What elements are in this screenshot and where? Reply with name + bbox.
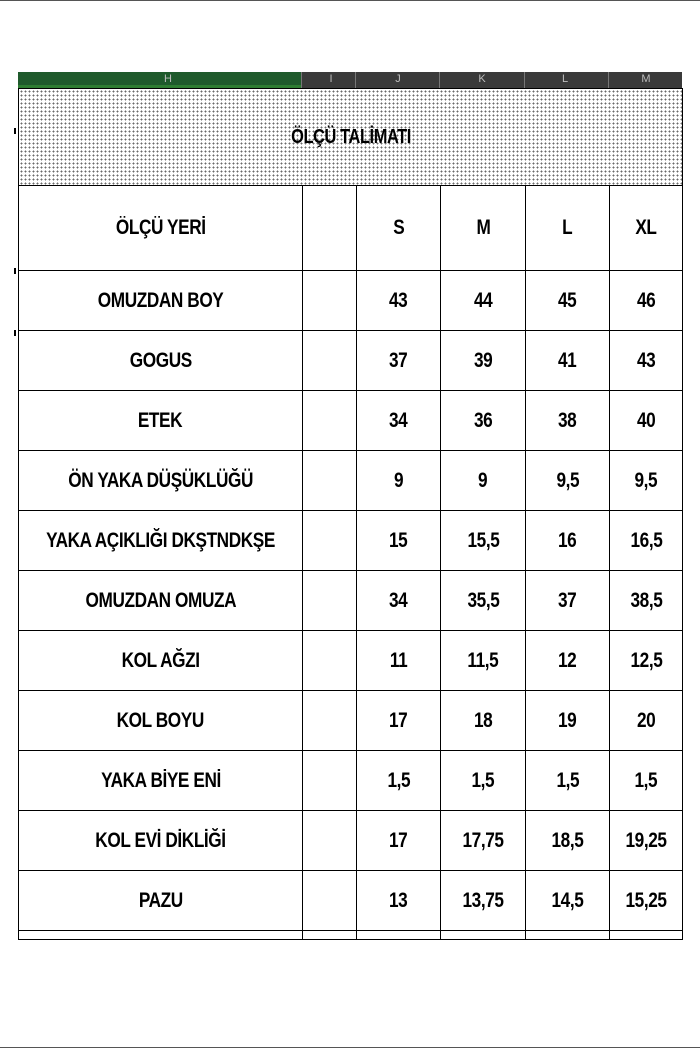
blank-cell[interactable]	[303, 571, 357, 631]
size-value: 35,5	[467, 588, 499, 612]
header-row	[19, 186, 683, 271]
size-value-cell[interactable]	[610, 631, 683, 691]
size-value: 9	[393, 468, 404, 492]
size-value-cell[interactable]	[610, 511, 683, 571]
size-value: 11	[389, 648, 408, 672]
top-border-line	[0, 0, 700, 1]
size-value-cell[interactable]	[610, 571, 683, 631]
table-row	[19, 331, 683, 391]
bottom-border-line	[0, 1047, 700, 1048]
size-value-cell[interactable]	[441, 631, 526, 691]
size-value-cell[interactable]	[526, 571, 610, 631]
size-label: S	[392, 216, 405, 239]
size-value: 41	[558, 348, 577, 372]
size-value: 45	[558, 288, 577, 312]
size-value: 1,5	[387, 768, 410, 792]
measurement-name: OMUZDAN BOY	[97, 288, 224, 312]
header-cell-size[interactable]	[610, 186, 683, 271]
size-value-cell[interactable]	[610, 331, 683, 391]
size-value-cell[interactable]	[357, 271, 441, 331]
size-value-cell[interactable]	[526, 631, 610, 691]
size-value: 12,5	[630, 648, 662, 672]
size-value-cell[interactable]	[526, 811, 610, 871]
size-value-cell[interactable]	[441, 571, 526, 631]
size-value: 46	[636, 288, 656, 312]
column-separator[interactable]	[301, 72, 302, 88]
blank-cell[interactable]	[303, 871, 357, 931]
table-row	[19, 631, 683, 691]
header-measurement-label: ÖLÇÜ YERİ	[115, 216, 206, 239]
size-value-cell[interactable]	[526, 511, 610, 571]
measurement-name-cell[interactable]	[19, 871, 303, 931]
header-cell-measurement[interactable]	[19, 186, 303, 271]
size-value: 39	[473, 348, 493, 372]
size-value-cell[interactable]	[441, 451, 526, 511]
measurement-name: KOL BOYU	[116, 708, 205, 732]
size-value-cell[interactable]	[357, 691, 441, 751]
size-value: 1,5	[634, 768, 658, 792]
measurement-name-cell[interactable]	[19, 811, 303, 871]
size-value-cell[interactable]	[357, 871, 441, 931]
size-value: 38,5	[630, 588, 662, 612]
size-value-cell[interactable]	[610, 751, 683, 811]
empty-cell[interactable]	[357, 931, 441, 940]
size-value-cell[interactable]	[357, 811, 441, 871]
size-value-cell[interactable]	[610, 811, 683, 871]
blank-cell[interactable]	[303, 391, 357, 451]
size-value: 14,5	[551, 888, 584, 912]
size-value-cell[interactable]	[610, 451, 683, 511]
blank-cell[interactable]	[303, 511, 357, 571]
size-value: 13,75	[462, 888, 504, 912]
empty-cell[interactable]	[19, 931, 303, 940]
size-value-cell[interactable]	[357, 391, 441, 451]
size-value: 17	[389, 708, 408, 732]
size-value: 37	[389, 348, 408, 372]
size-value-cell[interactable]	[610, 871, 683, 931]
measurement-name-cell[interactable]	[19, 391, 303, 451]
size-value: 15	[389, 528, 408, 552]
blank-cell[interactable]	[303, 451, 357, 511]
size-value: 15,5	[467, 528, 499, 552]
measurement-name: KOL AĞZI	[121, 648, 200, 672]
size-value: 34	[389, 588, 408, 612]
size-value-cell[interactable]	[610, 271, 683, 331]
edge-tick	[14, 128, 16, 134]
column-separator[interactable]	[439, 72, 440, 88]
size-value-cell[interactable]	[526, 391, 610, 451]
table-row	[19, 691, 683, 751]
column-header-j[interactable]: J	[395, 73, 401, 85]
header-cell-size[interactable]	[357, 186, 441, 271]
blank-cell[interactable]	[303, 331, 357, 391]
blank-cell[interactable]	[303, 631, 357, 691]
size-value: 12	[558, 648, 577, 672]
column-separator[interactable]	[524, 72, 525, 88]
header-cell-size[interactable]	[526, 186, 610, 271]
measurement-name-cell[interactable]	[19, 631, 303, 691]
size-value-cell[interactable]	[441, 331, 526, 391]
size-value: 17	[389, 828, 408, 852]
size-value-cell[interactable]	[610, 391, 683, 451]
size-value: 13	[389, 888, 408, 912]
empty-cell[interactable]	[610, 931, 683, 940]
size-value-cell[interactable]	[441, 691, 526, 751]
measurement-name: ÖN YAKA DÜŞÜKLÜĞÜ	[68, 468, 253, 492]
blank-cell[interactable]	[303, 751, 357, 811]
size-value: 16	[558, 528, 577, 552]
size-value: 9,5	[556, 468, 579, 492]
size-value: 9,5	[634, 468, 658, 492]
header-cell-blank[interactable]	[303, 186, 357, 271]
title-row	[19, 89, 683, 186]
size-value-cell[interactable]	[526, 451, 610, 511]
measurement-name: YAKA AÇIKLIĞI DKŞTNDKŞE	[46, 528, 275, 552]
measurement-name-cell[interactable]	[19, 511, 303, 571]
size-value-cell[interactable]	[526, 691, 610, 751]
empty-cell[interactable]	[303, 931, 357, 940]
table-row	[19, 451, 683, 511]
size-value-cell[interactable]	[441, 811, 526, 871]
measurement-name: YAKA BİYE ENİ	[100, 768, 221, 792]
size-value: 11,5	[467, 648, 499, 672]
spreadsheet-sheet	[18, 72, 682, 957]
size-value: 34	[389, 408, 408, 432]
size-label: M	[476, 216, 490, 239]
column-header-k[interactable]: K	[478, 73, 486, 85]
size-label: L	[562, 216, 573, 239]
edge-tick	[14, 330, 16, 336]
column-header-l[interactable]: L	[561, 73, 569, 85]
measurement-name-cell[interactable]	[19, 451, 303, 511]
column-header-h[interactable]: H	[164, 73, 172, 85]
size-value-cell[interactable]	[610, 691, 683, 751]
column-header-m[interactable]: M	[641, 73, 651, 85]
measurement-name-cell[interactable]	[19, 331, 303, 391]
size-value-cell[interactable]	[441, 511, 526, 571]
header-cell-size[interactable]	[441, 186, 526, 271]
blank-cell[interactable]	[303, 271, 357, 331]
column-separator[interactable]	[355, 72, 356, 88]
size-value: 18,5	[551, 828, 584, 852]
measurement-name-cell[interactable]	[19, 751, 303, 811]
measurement-name: GOGUS	[129, 348, 192, 372]
size-value: 1,5	[471, 768, 495, 792]
size-value-cell[interactable]	[357, 751, 441, 811]
size-value-cell[interactable]	[357, 571, 441, 631]
table-row	[19, 751, 683, 811]
column-header-bar	[18, 72, 682, 89]
size-value: 15,25	[625, 888, 667, 912]
column-separator[interactable]	[608, 72, 609, 88]
size-value-cell[interactable]	[441, 271, 526, 331]
table-row	[19, 871, 683, 931]
measurement-name: OMUZDAN OMUZA	[85, 588, 236, 612]
size-value-cell[interactable]	[441, 751, 526, 811]
size-value: 43	[389, 288, 408, 312]
size-value-cell[interactable]	[526, 751, 610, 811]
size-label: XL	[635, 216, 657, 239]
size-value: 1,5	[556, 768, 579, 792]
size-value: 38	[558, 408, 577, 432]
table-row	[19, 271, 683, 331]
size-value-cell[interactable]	[441, 871, 526, 931]
size-value-cell[interactable]	[526, 271, 610, 331]
table-row	[19, 571, 683, 631]
empty-cell[interactable]	[441, 931, 526, 940]
blank-cell[interactable]	[303, 811, 357, 871]
size-value-cell[interactable]	[441, 391, 526, 451]
edge-tick	[14, 268, 16, 274]
measurement-name: PAZU	[138, 888, 183, 912]
empty-cell[interactable]	[526, 931, 610, 940]
table-title: ÖLÇÜ TALİMATI	[290, 125, 411, 148]
size-value: 44	[473, 288, 493, 312]
column-header-i[interactable]: I	[329, 73, 333, 85]
size-value-cell[interactable]	[526, 331, 610, 391]
size-value-cell[interactable]	[526, 871, 610, 931]
size-value: 19,25	[625, 828, 667, 852]
partial-row	[19, 931, 683, 940]
measurement-name: ETEK	[138, 408, 183, 432]
size-value: 43	[636, 348, 656, 372]
size-value-cell[interactable]	[357, 451, 441, 511]
measurement-name-cell[interactable]	[19, 271, 303, 331]
table-row	[19, 511, 683, 571]
table-title-cell[interactable]	[19, 89, 683, 186]
size-value: 36	[473, 408, 493, 432]
size-value: 19	[558, 708, 577, 732]
size-value: 9	[478, 468, 488, 492]
measurement-name-cell[interactable]	[19, 571, 303, 631]
size-value: 37	[558, 588, 577, 612]
size-value: 40	[636, 408, 656, 432]
measurement-name-cell[interactable]	[19, 691, 303, 751]
size-value-cell[interactable]	[357, 511, 441, 571]
size-value-cell[interactable]	[357, 331, 441, 391]
size-value: 18	[473, 708, 493, 732]
table-row	[19, 811, 683, 871]
blank-cell[interactable]	[303, 691, 357, 751]
size-value: 17,75	[462, 828, 504, 852]
size-chart-table	[18, 88, 683, 940]
size-value: 16,5	[630, 528, 662, 552]
table-row	[19, 391, 683, 451]
measurement-name: KOL EVİ DİKLİĞİ	[95, 828, 226, 852]
size-value-cell[interactable]	[357, 631, 441, 691]
size-value: 20	[636, 708, 656, 732]
